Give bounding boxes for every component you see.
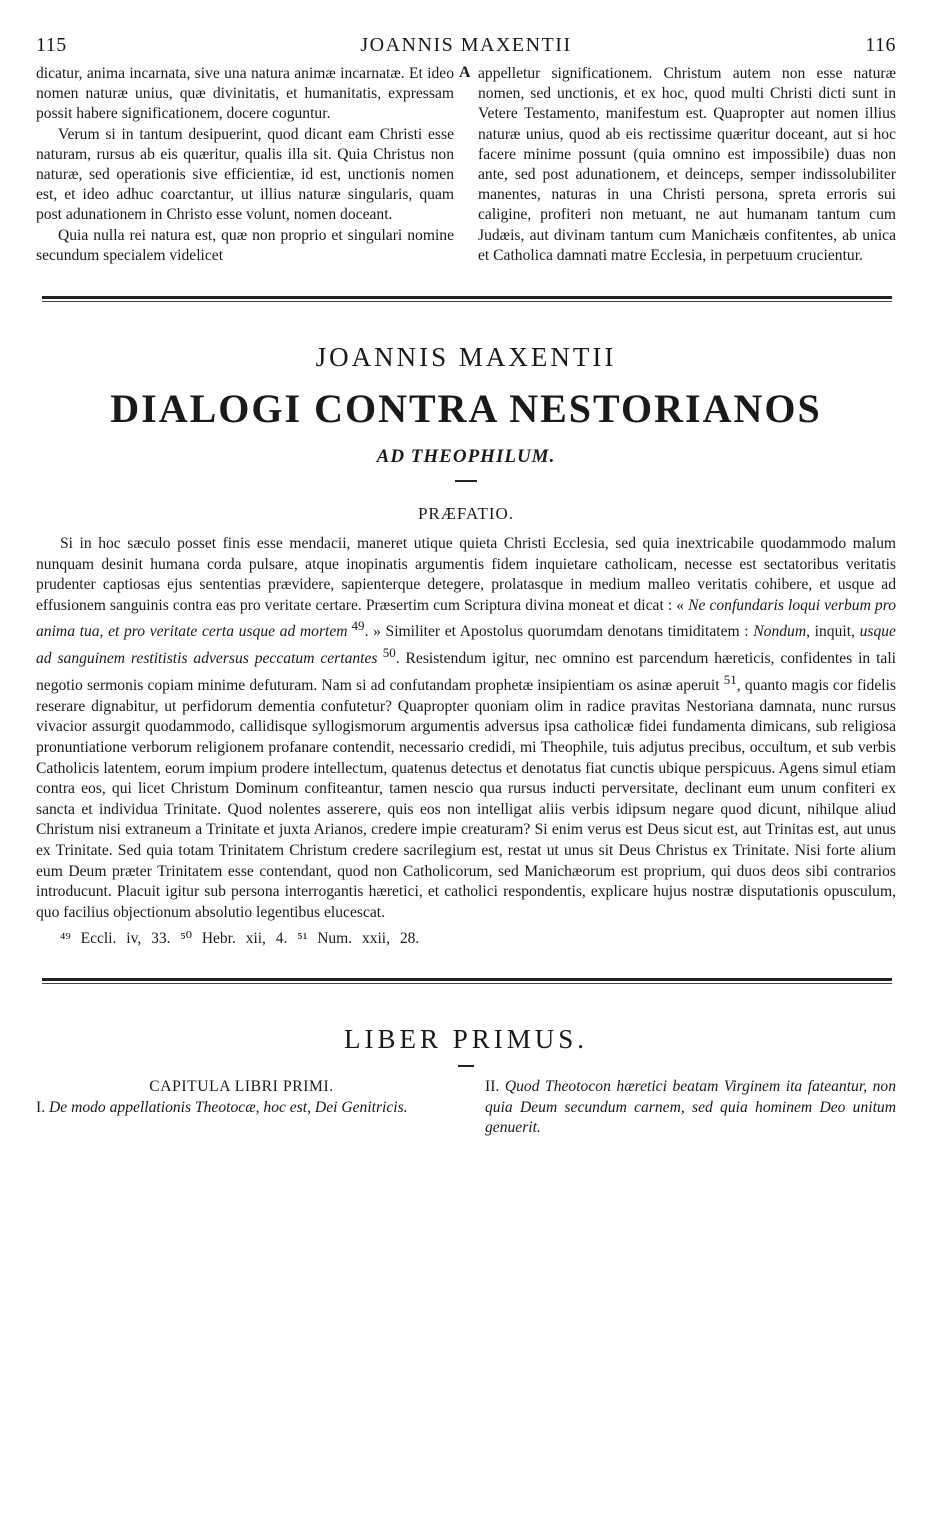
- preface-text: , quanto magis cor fidelis reserare dignabitur, ut perfidorum dementia confutetur? Quapropter quoniam olim in radice pravitas Nestoriana damnata, nunc rursus vivacior assurgit quodammodo, callidisque syllogismorum argumentis adversus ipsa catholicæ fidei fundamenta dimicans, sub religiosa pronuntiatione verborum religionem profanare contendit, necessario credidi, mi Theophile, tuis adjutus precibus, occultum, et sub verbis Catholicis latentem, eorum impium prodere intellectum, quatenus detectus et denotatus fiat cunctis ubique perspicuus. Agens simul etiam contra eos, qui licet Christum Dominum confiteantur, tamen nescio qua rursus inducti perversitate, declinant eum unum confiteri ex sancta et individua Trinitate. Quod nolentes asserere, quis eos non intelligat aliis verbis idipsum negare quod dicunt, nihilque aliud Christum nisi extraneum a Trinitate et juxta Arianos, credere impie creaturam? Si enim verus est Deus sicut est, aut Trinitas est, aut unus ex Trinitate. Sed quia totam Trinitatem Christum credere sacrilegium est, restat ut unus sit Deus Christus ex Trinitate. Nisi forte alium eum Deum præter Trinitatem esse contendant, quod non Catholicorum, sed Manichæorum est proprium, qui duos deos sibi contrarios introducunt. Placuit igitur sub persona interrogantis hæretici, et catholici respondentis, explicare hujus nostræ disputationis opusculum, quo facilius objectionum absolutio legentibus elucescat.: [36, 677, 896, 921]
- preface-text: . » Similiter et Apostolus quorumdam denotans timiditatem :: [364, 623, 754, 641]
- column-marker: A: [459, 64, 471, 81]
- footnote-ref: 50: [377, 645, 396, 661]
- footnotes: ⁴⁹ Eccli. iv, 33. ⁵⁰ Hebr. xii, 4. ⁵¹ Num. xxii, 28.: [60, 930, 420, 948]
- left-column: [36, 64, 464, 266]
- chapter-number: II.: [485, 1078, 500, 1096]
- top-text-columns: [36, 64, 896, 266]
- running-header: [36, 34, 896, 62]
- chapters-left-column: [36, 1077, 457, 1139]
- left-paragraph: Quia nulla rei natura est, quæ non proprio et singulari nomine secundum specialem videlicet: [36, 226, 454, 264]
- preface-quote: usque ad sanguinem restitistis adversus peccatum certantes: [36, 623, 896, 668]
- right-column: [464, 64, 896, 266]
- page-number-right: 116: [865, 34, 896, 56]
- chapter-number: I.: [36, 1098, 46, 1116]
- chapter-text: Quod Theotocon hæretici beatam Virginem ita fateantur, non quia Deum secundum carnem, sed quia hominem Deo unitum genuerit.: [485, 1078, 897, 1137]
- book-title: LIBER PRIMUS.: [343, 1024, 589, 1055]
- left-paragraph: Verum si in tantum desipuerint, quod dicant eam Christi esse naturam, rursus ab eis quæritur, qualis illa sit. Quia Christus non naturæ, sed operationis sive efficientiæ, id est, unctionis nomen est, et ideo adhuc coarctantur, ut illius naturæ singularis, quam post adunationem in Christo esse volunt, nomen doceant.: [36, 125, 454, 224]
- preface-text: Si in hoc sæculo posset finis esse mendacii, maneret utique quieta Christi Ecclesia, sed quia inextricabile quodammodo malum nunquam desinit humana corda pulsare, atque inopinatis argumentis fidem inquietare catholicam, necesse est sectatoribus veritatis prudenter captiosas ejus sententias prævidere, sapienterque detegere, prolatasque in medium malleo veritatis cohibere, et usque ad effusionem sanguinis contra eas pro veritate certare. Præsertim cum Scriptura divina moneat et dicat : «: [36, 535, 896, 614]
- work-author: JOANNIS MAXENTII: [315, 342, 617, 373]
- chapters-list: [36, 1077, 896, 1139]
- chapters-right-column: [457, 1077, 896, 1139]
- right-paragraph: appelletur significationem. Christum autem non esse naturæ nomen, sed unctionis, et ex hoc, quod multi Christi dicti sunt in Vetere Testamento, manifestum est. Quapropter aut nomen illius naturæ unius, quod ab eis rectissime quæritur doceant, aut si hoc facere minime possunt (quia omnino est impossibile) duas non ante, sed post adunationem, et deinceps, semper indissolubiliter manentes, naturas in una Christi persona, spreta erroris sui caligine, profiteri non metuant, ne aut humanam tantum cum Judæis, aut divinam tantum cum Manichæis confitentes, ab unica et Catholica damnati matre Ecclesia, in perpetuum crucientur.: [478, 65, 896, 264]
- preface-text: , inquit,: [806, 623, 860, 641]
- preface-text: . Resistendum igitur, nec omnino est parcendum hæreticis, confidentes in tali negotio sermonis copiam minime defuturam. Nam si ad confutandam prophetæ insipientiam os asinæ aperuit: [36, 650, 897, 695]
- left-paragraph: dicatur, anima incarnata, sive una natura animæ incarnatæ. Et ideo nomen naturæ unius, quæ divinitatis, et humanitatis, expressam possit habere significationem, docere coguntur.: [36, 65, 454, 123]
- page-number-left: 115: [36, 34, 67, 56]
- preface-quote: Nondum: [753, 623, 807, 641]
- footnote-ref: 51: [723, 671, 737, 687]
- chapter-text: De modo appellationis Theotocæ, hoc est, Dei Genitricis.: [49, 1098, 408, 1116]
- chapter-item: [36, 1098, 447, 1119]
- footnote-ref: 49: [347, 618, 365, 634]
- book-dash: [458, 1065, 474, 1067]
- work-dedication: AD THEOPHILUM.: [376, 446, 556, 468]
- title-dash: [455, 480, 477, 482]
- section-divider: [42, 296, 892, 302]
- document-page: [36, 34, 896, 1139]
- preface-body: [36, 534, 896, 923]
- chapter-item: [485, 1077, 896, 1139]
- running-title: JOANNIS MAXENTII: [360, 34, 572, 56]
- preface-quote: Ne confundaris loqui verbum pro anima tua, et pro veritate certa usque ad mortem: [36, 596, 897, 641]
- preface-heading: PRÆFATIO.: [417, 504, 515, 524]
- preface-paragraph: [36, 534, 896, 923]
- work-title: DIALOGI CONTRA NESTORIANOS: [110, 386, 822, 432]
- chapters-heading: CAPITULA LIBRI PRIMI.: [149, 1078, 334, 1096]
- section-divider: [42, 978, 892, 984]
